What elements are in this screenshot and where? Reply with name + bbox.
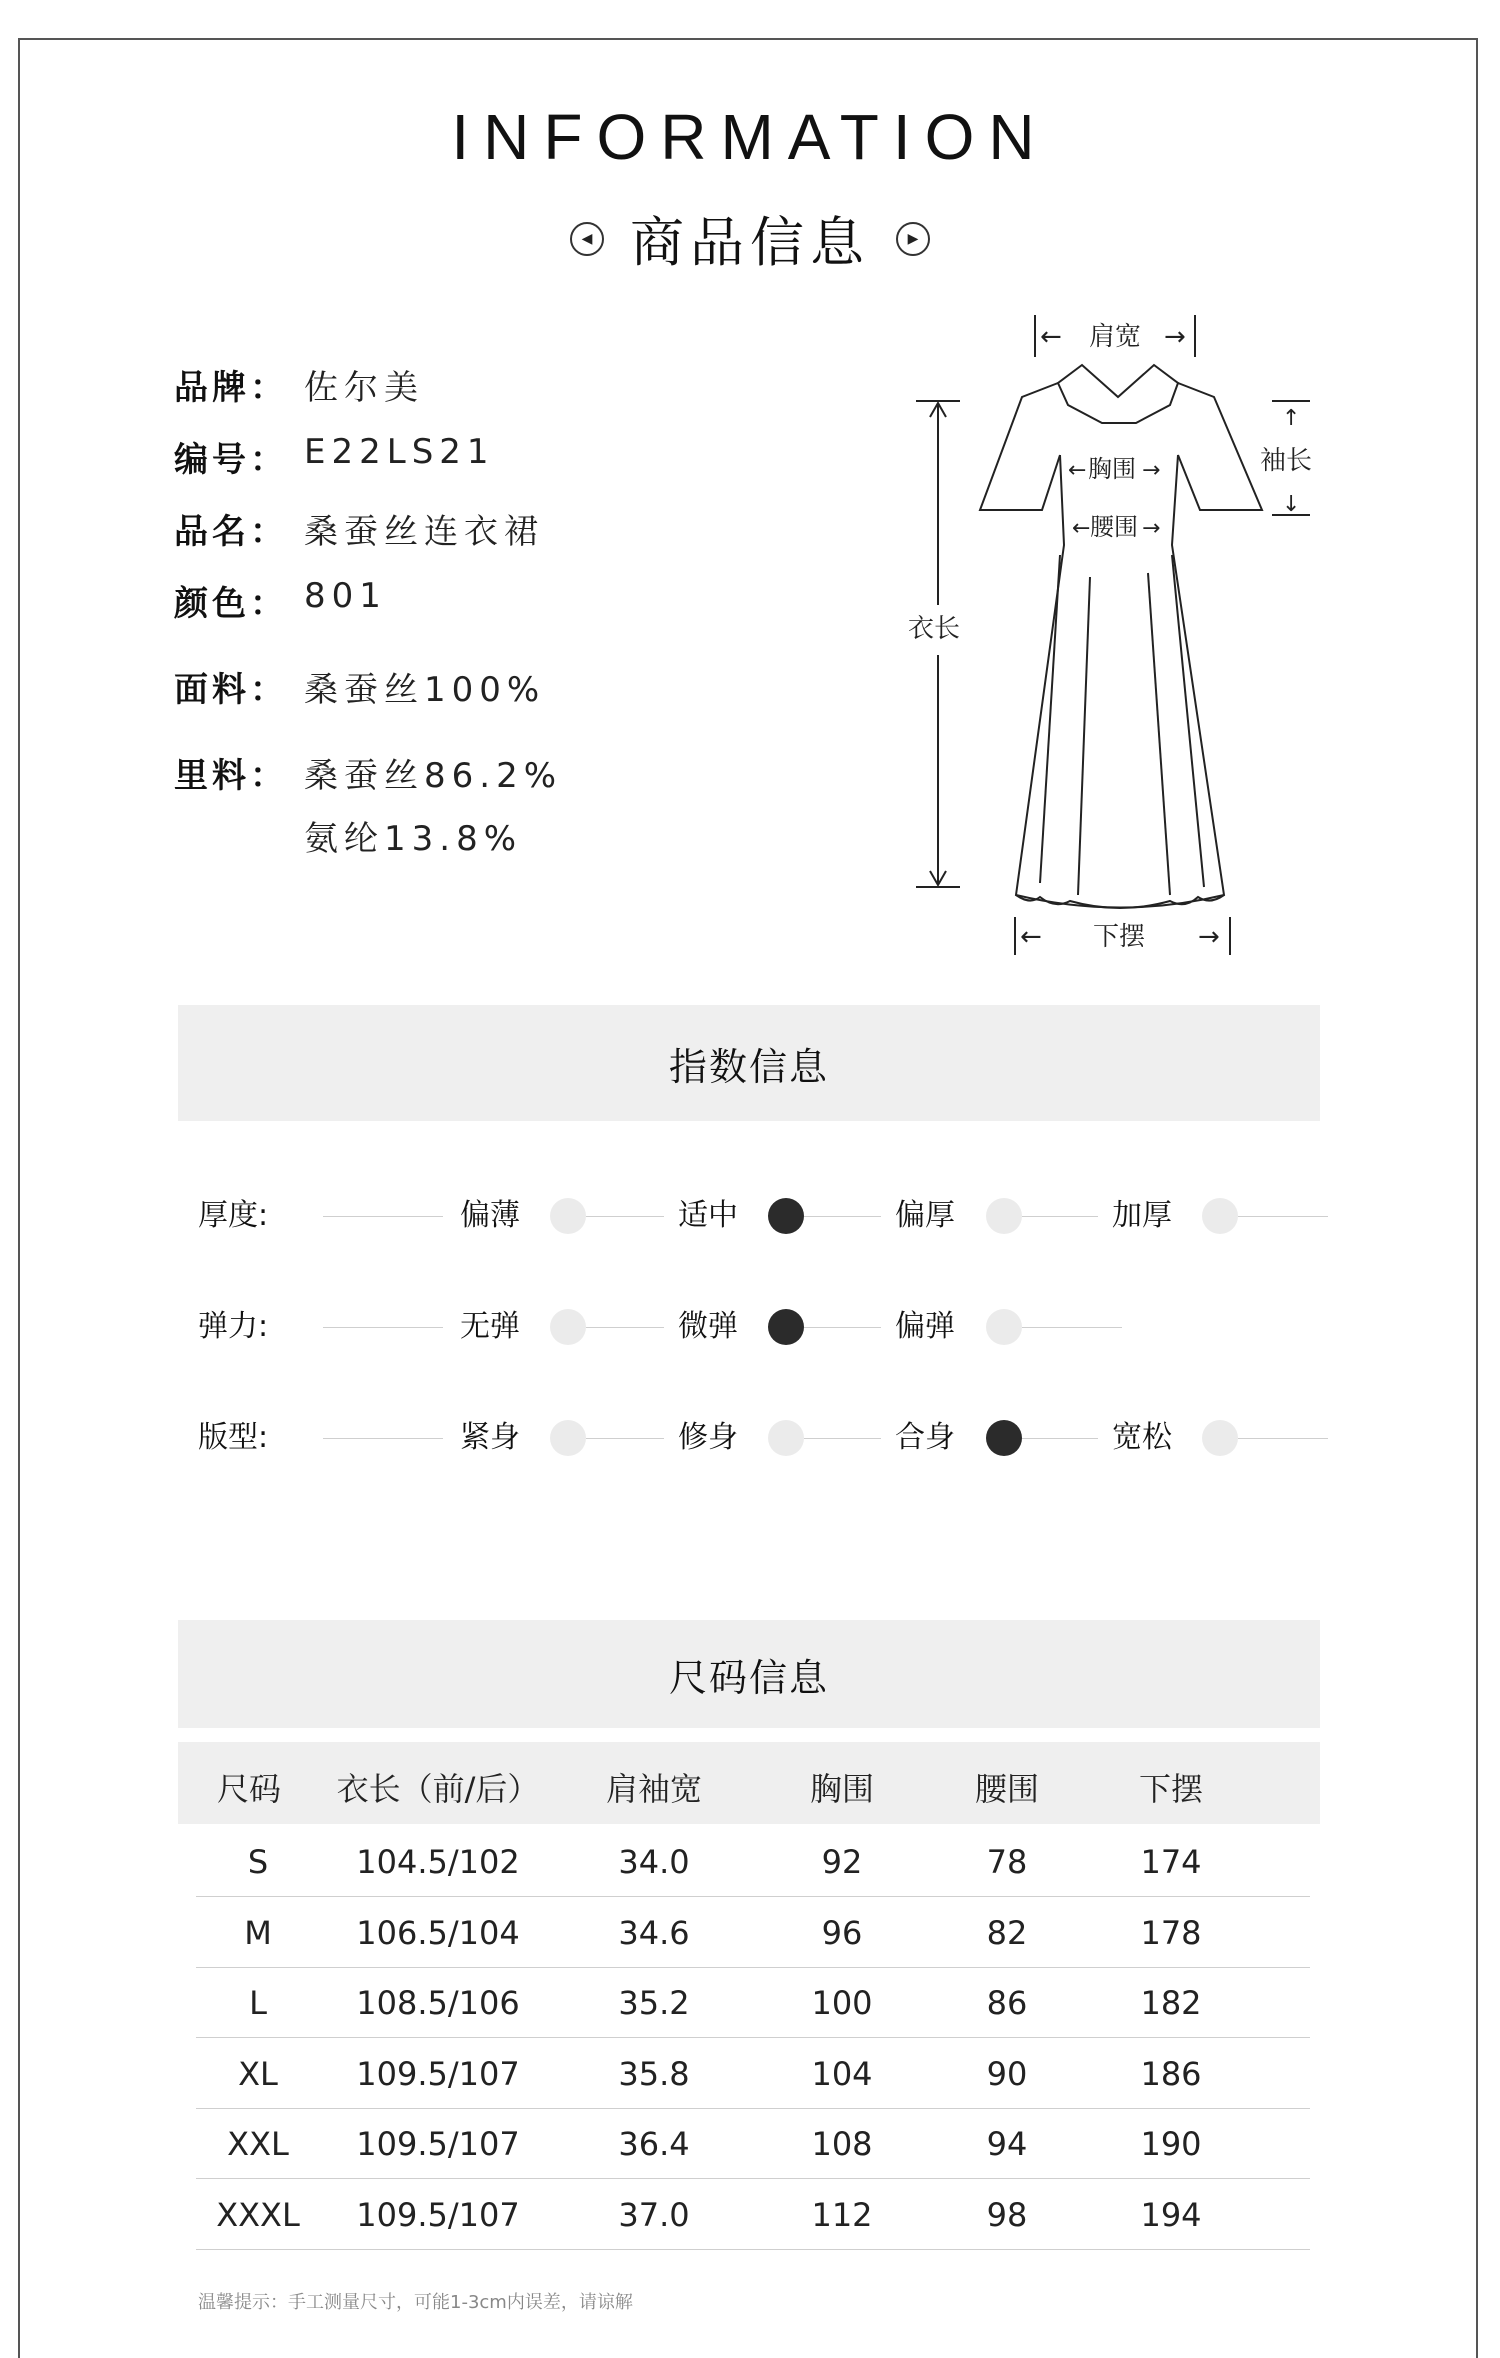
pleat-line [1078, 577, 1090, 895]
index-row [198, 1418, 1328, 1458]
table-cell: 186 [1140, 2054, 1202, 2093]
table-cell: XXXL [216, 2195, 300, 2234]
header-hem: 下摆 [1138, 1770, 1203, 1808]
connector-line [804, 1438, 881, 1439]
selected-dot-indicator [768, 1309, 804, 1345]
label-chest: 胸围 [1088, 455, 1136, 483]
label-length: 衣长 [908, 614, 961, 644]
table-cell: 106.5/104 [356, 1913, 520, 1952]
table-cell: 82 [986, 1913, 1028, 1952]
title-chinese-row [0, 200, 1500, 277]
table-cell: 108 [811, 2125, 873, 2163]
table-cell: 112 [811, 2195, 873, 2234]
table-cell: 104.5/102 [356, 1843, 520, 1881]
connector-line [323, 1327, 443, 1328]
arrow-right-glyph: → [1142, 516, 1161, 541]
header-size: 尺码 [216, 1770, 281, 1808]
table-cell: 94 [986, 2125, 1028, 2163]
table-cell: 108.5/106 [356, 1984, 520, 2022]
index-row-label: 版型: [198, 1420, 269, 1455]
table-cell: M [244, 1913, 272, 1952]
table-row [196, 1967, 1310, 2038]
index-option-label: 偏厚 [895, 1198, 955, 1233]
info-label: 编号： [174, 440, 288, 480]
index-option-label: 适中 [678, 1198, 738, 1233]
connector-line [804, 1216, 881, 1217]
arrow-left-glyph: ← [1020, 922, 1042, 952]
index-option-label: 无弹 [460, 1309, 520, 1344]
table-row [196, 2179, 1310, 2250]
arrow-right-glyph: → [1198, 922, 1220, 952]
dress-measurement-diagram [880, 305, 1320, 955]
label-hem: 下摆 [1093, 922, 1146, 952]
connector-line [586, 1438, 664, 1439]
table-cell: 100 [811, 1984, 873, 2022]
unselected-dot-indicator [986, 1309, 1022, 1345]
arrow-left-glyph: ← [1072, 516, 1091, 541]
arrow-right-glyph: → [1164, 322, 1186, 352]
index-option-label: 偏弹 [895, 1309, 955, 1344]
arrow-right-icon: ▶ [896, 222, 930, 256]
info-row-color [174, 576, 387, 625]
title-chinese: 商品信息 [630, 211, 870, 274]
info-row-brand [174, 360, 424, 409]
index-section-title: 指数信息 [178, 1005, 1320, 1121]
info-value: 佐尔美 [304, 368, 424, 408]
arrow-down-glyph: ↓ [1282, 492, 1301, 517]
info-row-lining [174, 748, 562, 860]
index-option-label: 偏薄 [460, 1198, 520, 1233]
connector-line [804, 1327, 881, 1328]
table-cell: 182 [1140, 1984, 1202, 2022]
table-row [196, 1897, 1310, 1968]
table-cell: 96 [821, 1913, 863, 1952]
index-row [198, 1307, 1328, 1347]
table-cell: XXL [227, 2125, 289, 2163]
table-cell: 90 [986, 2054, 1028, 2093]
info-label: 品名： [174, 512, 288, 552]
info-row-code [174, 432, 495, 481]
hem-ruffle [1016, 895, 1224, 908]
index-option-label: 宽松 [1112, 1420, 1172, 1455]
label-sleeve: 袖长 [1260, 446, 1313, 476]
connector-line [1238, 1216, 1328, 1217]
pleat-line [1148, 573, 1170, 895]
info-value: 桑蚕丝连衣裙 [304, 512, 544, 552]
arrow-left-glyph: ← [1040, 322, 1062, 352]
index-option-label: 微弹 [678, 1309, 738, 1344]
info-row-name [174, 504, 544, 553]
index-option-label: 合身 [895, 1420, 955, 1455]
arrow-left-icon: ◀ [570, 222, 604, 256]
unselected-dot-indicator [1202, 1420, 1238, 1456]
table-cell: 34.6 [618, 1913, 690, 1952]
size-section-title: 尺码信息 [178, 1620, 1320, 1728]
index-option-label: 修身 [678, 1420, 738, 1455]
header-waist: 腰围 [974, 1770, 1039, 1808]
table-cell: 35.8 [618, 2054, 690, 2093]
table-cell: 109.5/107 [356, 2195, 520, 2234]
selected-dot-indicator [768, 1198, 804, 1234]
table-cell: XL [238, 2054, 278, 2093]
connector-line [586, 1327, 664, 1328]
unselected-dot-indicator [768, 1420, 804, 1456]
arrow-right-glyph: → [1142, 458, 1161, 483]
arrow-up-glyph: ↑ [1282, 406, 1301, 431]
info-label: 面料： [174, 670, 288, 710]
footnote: 温馨提示：手工测量尺寸，可能1-3cm内误差，请谅解 [198, 2292, 633, 2313]
unselected-dot-indicator [550, 1420, 586, 1456]
arrow-left-glyph: ← [1068, 458, 1087, 483]
table-row [196, 2038, 1310, 2109]
table-cell: L [249, 1984, 267, 2022]
table-cell: 92 [821, 1843, 863, 1881]
connector-line [323, 1216, 443, 1217]
connector-line [1022, 1438, 1098, 1439]
table-row [196, 2108, 1310, 2179]
pleat-line [1172, 555, 1204, 887]
selected-dot-indicator [986, 1420, 1022, 1456]
info-label: 颜色： [174, 584, 288, 624]
table-cell: 86 [986, 1984, 1028, 2022]
table-cell: 178 [1140, 1913, 1202, 1952]
unselected-dot-indicator [986, 1198, 1022, 1234]
info-label: 品牌： [174, 368, 288, 408]
header-length: 衣长（前/后） [336, 1770, 540, 1808]
table-cell: 36.4 [618, 2125, 690, 2163]
table-cell: 109.5/107 [356, 2054, 520, 2093]
connector-line [1022, 1327, 1122, 1328]
table-cell: 98 [986, 2195, 1028, 2234]
connector-line [586, 1216, 664, 1217]
table-cell: S [247, 1843, 269, 1881]
right-sleeve [1178, 383, 1262, 510]
table-cell: 190 [1140, 2125, 1202, 2163]
collar-shape [1058, 365, 1178, 423]
index-row [198, 1196, 1328, 1236]
title-english: INFORMATION [451, 101, 1049, 173]
table-row [196, 1826, 1310, 1897]
info-value: 桑蚕丝100% [304, 670, 546, 710]
info-value: 801 [304, 576, 387, 616]
connector-line [1238, 1438, 1328, 1439]
pleat-line [1040, 555, 1060, 883]
info-value-2: 氨纶13.8% [304, 819, 523, 859]
table-cell: 78 [986, 1843, 1028, 1881]
unselected-dot-indicator [1202, 1198, 1238, 1234]
table-cell: 37.0 [618, 2195, 690, 2234]
unselected-dot-indicator [550, 1309, 586, 1345]
info-label: 里料： [174, 756, 288, 796]
header-shoulder-sleeve: 肩袖宽 [605, 1770, 702, 1808]
table-cell: 104 [811, 2054, 873, 2093]
table-cell: 35.2 [618, 1984, 690, 2022]
label-waist: 腰围 [1090, 513, 1138, 541]
unselected-dot-indicator [550, 1198, 586, 1234]
info-value: E22LS21 [304, 432, 495, 472]
table-cell: 109.5/107 [356, 2125, 520, 2163]
header-chest: 胸围 [809, 1770, 874, 1808]
connector-line [323, 1438, 443, 1439]
index-row-label: 弹力: [198, 1309, 269, 1344]
connector-line [1022, 1216, 1098, 1217]
index-option-label: 紧身 [460, 1420, 520, 1455]
left-sleeve [980, 383, 1060, 510]
size-table-header [178, 1742, 1320, 1824]
table-cell: 34.0 [618, 1843, 690, 1881]
table-cell: 174 [1140, 1843, 1202, 1881]
info-row-fabric [174, 662, 545, 711]
index-row-label: 厚度: [198, 1198, 269, 1233]
table-cell: 194 [1140, 2195, 1202, 2234]
index-option-label: 加厚 [1112, 1198, 1172, 1233]
label-shoulder: 肩宽 [1089, 322, 1142, 352]
info-value: 桑蚕丝86.2% [304, 756, 563, 796]
